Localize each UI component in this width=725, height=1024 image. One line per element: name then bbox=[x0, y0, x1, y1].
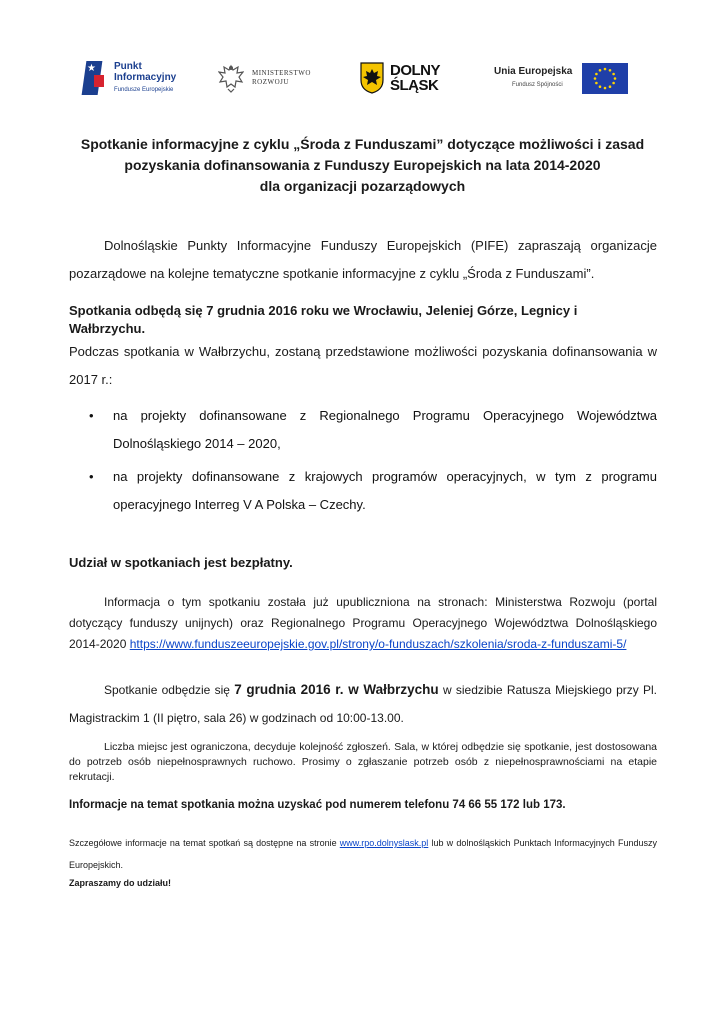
logo-mr-line2: ROZWOJU bbox=[252, 78, 289, 86]
phone-info: Informacje na temat spotkania można uzyskać pod numerem telefonu 74 66 55 172 lub 173. bbox=[69, 799, 566, 811]
closing-line: Zapraszamy do udziału! bbox=[69, 878, 172, 888]
details-suffix: lub w dolnośląskich Punktach Informacyjnych Funduszy Europejskich. bbox=[69, 838, 657, 870]
eu-flag-icon bbox=[582, 63, 628, 94]
title-line1: Spotkanie informacyjne z cyklu „Środa z Funduszami” dotyczące możliwości i zasad bbox=[80, 136, 645, 152]
logo-bar bbox=[84, 56, 644, 100]
list-item bbox=[69, 463, 657, 519]
bullet-list bbox=[69, 402, 657, 524]
bullet-icon: • bbox=[89, 469, 94, 484]
document-title bbox=[60, 134, 665, 197]
logo-ds-line2: ŚLĄSK bbox=[390, 77, 439, 94]
title-line2: pozyskania dofinansowania z Funduszy Europejskich na lata 2014-2020 bbox=[124, 157, 601, 173]
details-prefix: Szczegółowe informacje na temat spotkań są dostępne na stronie bbox=[69, 838, 340, 848]
title-line3: dla organizacji pozarządowych bbox=[259, 178, 466, 194]
punkt-informacyjny-logo bbox=[84, 56, 176, 100]
meeting-suffix: w siedzibie Ratusza Miejskiego przy Pl. Magistrackim 1 (II piętro, sala 26) w godzinach od 10:00-13.00. bbox=[69, 683, 658, 725]
logo-fe-line1: Punkt bbox=[114, 60, 142, 72]
meeting-prefix: Spotkanie odbędzie się bbox=[104, 683, 235, 697]
dolny-slask-logo bbox=[360, 56, 440, 100]
ministerstwo-rozwoju-logo bbox=[218, 56, 311, 100]
eagle-emblem-icon bbox=[218, 63, 244, 93]
during-paragraph: Podczas spotkania w Wałbrzychu, zostaną przedstawione możliwości pozyskania dofinansowania w 2017 r.: bbox=[69, 344, 657, 387]
unia-europejska-logo bbox=[494, 56, 628, 100]
list-item bbox=[69, 402, 657, 458]
logo-ue-line2: Fundusz Spójności bbox=[512, 81, 563, 88]
details-paragraph bbox=[69, 832, 657, 876]
logo-mr-line1: MINISTERSTWO bbox=[252, 69, 311, 77]
fundusze-europejskie-icon: ★ bbox=[84, 61, 110, 95]
intro-paragraph: Dolnośląskie Punkty Informacyjne Funduszy Europejskich (PIFE) zapraszają organizacje pozarządowe na kolejne tematyczne spotkanie informacyjne z cyklu „Środa z Funduszami”. bbox=[69, 238, 657, 281]
bullet-icon: • bbox=[89, 408, 94, 423]
info-paragraph bbox=[69, 592, 657, 655]
bullet-text: na projekty dofinansowane z Regionalnego Programu Operacyjnego Województwa Dolnośląskiego 2014 – 2020, bbox=[113, 408, 657, 451]
rpo-dolnyslask-link[interactable]: www.rpo.dolnyslask.pl bbox=[339, 838, 429, 848]
meeting-date-place: 7 grudnia 2016 r. w Wałbrzychu bbox=[234, 682, 439, 697]
funduszeeuropejskie-link[interactable]: https://www.funduszeeuropejskie.gov.pl/strony/o-funduszach/szkolenia/sroda-z-funduszami-5/ bbox=[129, 637, 627, 651]
info-text: Informacja o tym spotkaniu została już upubliczniona na stronach: Ministerstwa Rozwoju (portal dotyczący funduszy unijnych) oraz Regionalnego Programu Operacyjnego Województwa Dolnośląskiego 2014-2020 bbox=[69, 595, 657, 651]
meeting-paragraph bbox=[69, 676, 657, 732]
dates-paragraph: Spotkania odbędą się 7 grudnia 2016 roku we Wrocławiu, Jeleniej Górze, Legnicy i Wałbrzychu. bbox=[69, 303, 578, 336]
capacity-note: Liczba miejsc jest ograniczona, decyduje kolejność zgłoszeń. Sala, w której odbędzie się spotkanie, jest dostosowana do potrzeb osób niepełnosprawnych ruchowo. Prosimy o zgłaszanie potrzeb osób z niepełnosprawnościami na etapie rekrutacji. bbox=[69, 741, 657, 783]
logo-fe-line3: Fundusze Europejskie bbox=[114, 86, 174, 93]
bullet-text: na projekty dofinansowane z krajowych programów operacyjnych, w tym z programu operacyjnego Interreg V A Polska – Czechy. bbox=[113, 469, 657, 512]
free-participation: Udział w spotkaniach jest bezpłatny. bbox=[69, 555, 293, 570]
logo-ue-line1: Unia Europejska bbox=[494, 65, 573, 77]
logo-ds-line1: DOLNY bbox=[390, 62, 440, 79]
logo-fe-line2: Informacyjny bbox=[114, 71, 177, 83]
dolny-slask-shield-icon bbox=[360, 62, 384, 94]
